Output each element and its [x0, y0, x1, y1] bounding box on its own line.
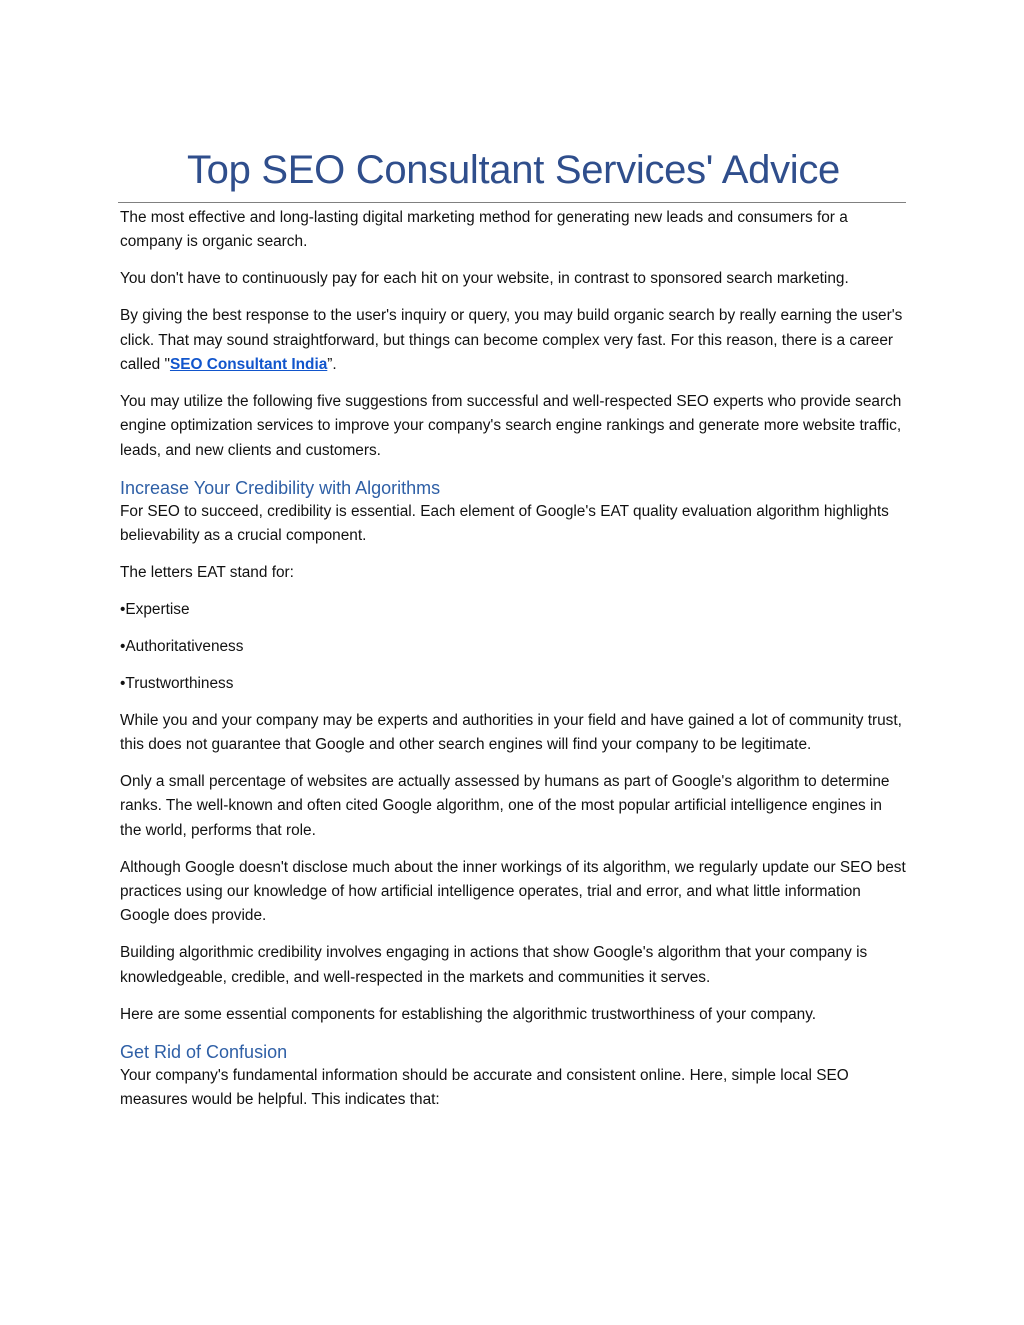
title-divider: [118, 202, 906, 203]
bullet-expertise: •Expertise: [120, 600, 190, 618]
seo-consultant-india-link[interactable]: SEO Consultant India: [169, 356, 328, 374]
credibility-paragraph-2: The letters EAT stand for:: [120, 563, 294, 581]
intro-paragraph-3: [120, 304, 907, 377]
section-heading-credibility: Increase Your Credibility with Algorithms: [120, 477, 441, 498]
bullet-authoritativeness: •Authoritativeness: [120, 637, 244, 655]
credibility-paragraph-3: While you and your company may be experts and authorities in your field and have gained a lot of community trust, this does not guarantee that Google and other search engines will find your company to be legitimate.: [120, 711, 902, 753]
section-heading-confusion: Get Rid of Confusion: [120, 1041, 288, 1062]
intro-paragraph-3-end: ”.: [327, 356, 337, 374]
confusion-paragraph-1: Your company's fundamental information should be accurate and consistent online. Here, simple local SEO measures would be helpful. This indicates that:: [120, 1066, 849, 1108]
credibility-paragraph-1: For SEO to succeed, credibility is essential. Each element of Google's EAT quality evaluation algorithm highlights believability as a crucial component.: [120, 502, 889, 545]
credibility-paragraph-5: Although Google doesn't disclose much about the inner workings of its algorithm, we regularly update our SEO best practices using our knowledge of how artificial intelligence operates, trial and error, and what little information Google does provide.: [120, 858, 906, 925]
bullet-trustworthiness: •Trustworthiness: [120, 674, 234, 692]
intro-paragraph-3-text: By giving the best response to the user's inquiry or query, you may build organic search by really earning the user's click. That may sound straightforward, but things can become complex very fast. For this reason, there is a career called ": [120, 307, 903, 374]
page-title: Top SEO Consultant Services' Advice: [186, 148, 841, 192]
intro-paragraph-4: You may utilize the following five suggestions from successful and well-respected SEO experts who provide search engine optimization services to improve your company's search engine rankings and generate more website traffic, leads, and new clients and customers.: [120, 392, 902, 459]
intro-paragraph-2: You don't have to continuously pay for each hit on your website, in contrast to sponsored search marketing.: [120, 270, 849, 288]
credibility-paragraph-7: Here are some essential components for establishing the algorithmic trustworthiness of your company.: [120, 1005, 817, 1023]
credibility-paragraph-4: Only a small percentage of websites are actually assessed by humans as part of Google's algorithm to determine ranks. The well-known and often cited Google algorithm, one of the most popular artificial intelligence engines in the world, performs that role.: [120, 772, 890, 839]
intro-paragraph-1: The most effective and long-lasting digital marketing method for generating new leads and consumers for a company is organic search.: [120, 209, 848, 251]
credibility-paragraph-6: Building algorithmic credibility involves engaging in actions that show Google's algorithm that your company is knowledgeable, credible, and well-respected in the markets and communities it serves.: [120, 944, 868, 986]
document-body: [120, 206, 907, 1125]
